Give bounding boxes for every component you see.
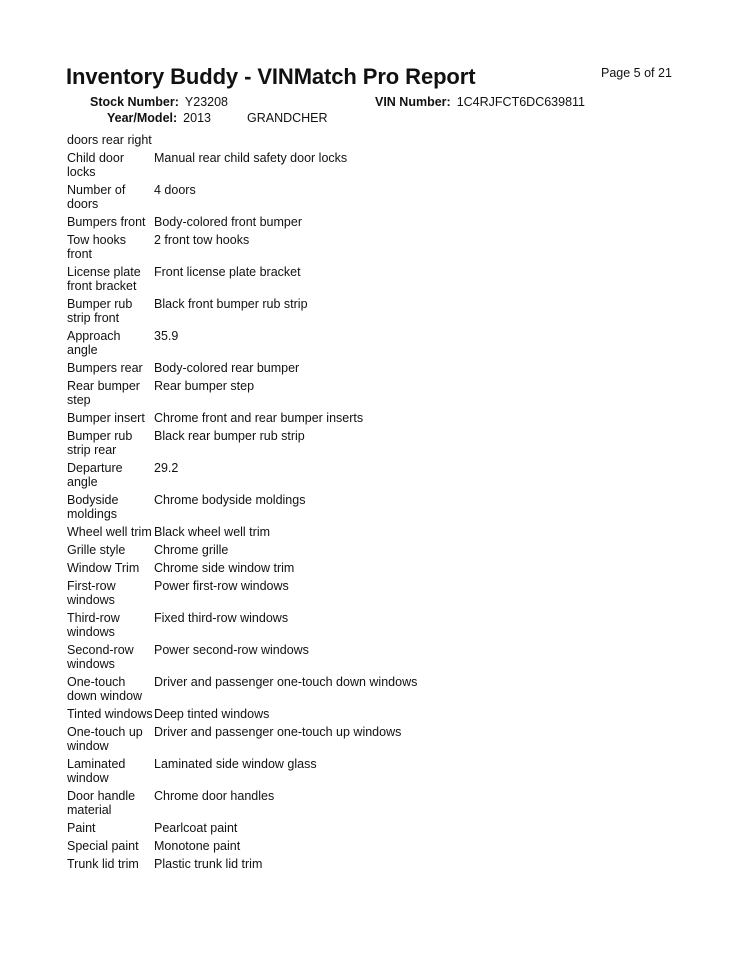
page-number: Page 5 of 21 <box>601 66 672 80</box>
spec-row <box>67 429 667 457</box>
spec-label: Grille style <box>67 543 126 557</box>
spec-value: Plastic trunk lid trim <box>154 857 263 871</box>
spec-row <box>67 493 667 521</box>
stock-number-value: Y23208 <box>184 95 229 109</box>
year-model <box>107 111 328 125</box>
spec-label: Bodyside moldings <box>67 493 119 521</box>
spec-row <box>67 461 667 489</box>
spec-value: Chrome door handles <box>154 789 275 803</box>
spec-label: Wheel well trim <box>67 525 152 539</box>
spec-row <box>67 543 667 557</box>
spec-label: Rear bumper step <box>67 379 140 407</box>
spec-label: Approach angle <box>67 329 121 357</box>
spec-label: Bumper rub strip rear <box>67 429 133 457</box>
continued-text: doors rear right <box>67 133 152 147</box>
spec-row <box>67 329 667 357</box>
spec-label: Trunk lid trim <box>67 857 139 871</box>
spec-label: License plate front bracket <box>67 265 141 293</box>
spec-value: Body-colored front bumper <box>154 215 302 229</box>
year-model-label: Year/Model: <box>107 111 178 125</box>
spec-value: Chrome side window trim <box>154 561 295 575</box>
spec-row <box>67 233 667 261</box>
year-value: 2013 <box>183 111 211 125</box>
spec-value: Chrome bodyside moldings <box>154 493 306 507</box>
spec-label: Bumpers rear <box>67 361 143 375</box>
spec-label: Laminated window <box>67 757 126 785</box>
spec-value: 4 doors <box>154 183 196 197</box>
spec-label: Child door locks <box>67 151 124 179</box>
vin-number-value: 1C4RJFCT6DC639811 <box>456 95 585 109</box>
spec-value: Front license plate bracket <box>154 265 301 279</box>
spec-value: Driver and passenger one-touch up windows <box>154 725 402 739</box>
spec-label: Paint <box>67 821 96 835</box>
model-value: GRANDCHER <box>246 111 328 125</box>
spec-row <box>67 525 667 539</box>
vin-number-label: VIN Number: <box>375 95 451 109</box>
spec-rows <box>67 151 667 871</box>
spec-value: Black wheel well trim <box>154 525 271 539</box>
spec-value: Black front bumper rub strip <box>154 297 308 311</box>
spec-value: Chrome grille <box>154 543 229 557</box>
spec-label: Bumper rub strip front <box>67 297 133 325</box>
spec-value: 29.2 <box>154 461 179 475</box>
spec-row <box>67 215 667 229</box>
spec-row <box>67 561 667 575</box>
spec-label: Bumpers front <box>67 215 146 229</box>
spec-row <box>67 725 667 753</box>
spec-value: Power first-row windows <box>154 579 289 593</box>
spec-value: Driver and passenger one-touch down windows <box>154 675 418 689</box>
spec-label: Departure angle <box>67 461 123 489</box>
spec-value: Deep tinted windows <box>154 707 270 721</box>
spec-value: Power second-row windows <box>154 643 309 657</box>
spec-row <box>67 643 667 671</box>
spec-label: Door handle material <box>67 789 136 817</box>
spec-row <box>67 183 667 211</box>
spec-label: One-touch down window <box>67 675 143 703</box>
spec-label: Window Trim <box>67 561 140 575</box>
spec-value: Chrome front and rear bumper inserts <box>154 411 364 425</box>
spec-row <box>67 707 667 721</box>
spec-row <box>67 611 667 639</box>
spec-value: Rear bumper step <box>154 379 255 393</box>
spec-value: Fixed third-row windows <box>154 611 289 625</box>
spec-label: Special paint <box>67 839 139 853</box>
spec-label: Tinted windows <box>67 707 153 721</box>
spec-row <box>67 411 667 425</box>
spec-row <box>67 839 667 853</box>
spec-row <box>67 757 667 785</box>
spec-row <box>67 579 667 607</box>
spec-value: Monotone paint <box>154 839 241 853</box>
spec-label: Tow hooks front <box>67 233 127 261</box>
spec-label: Second-row windows <box>67 643 134 671</box>
spec-value: Laminated side window glass <box>154 757 317 771</box>
stock-number-label: Stock Number: <box>90 95 179 109</box>
spec-value: 2 front tow hooks <box>154 233 250 247</box>
spec-value: Body-colored rear bumper <box>154 361 300 375</box>
vin-number <box>375 95 585 109</box>
spec-label: First-row windows <box>67 579 116 607</box>
spec-value: Black rear bumper rub strip <box>154 429 305 443</box>
spec-label: Bumper insert <box>67 411 145 425</box>
spec-list <box>67 133 667 875</box>
spec-row <box>67 675 667 703</box>
spec-row <box>67 297 667 325</box>
spec-label: Third-row windows <box>67 611 120 639</box>
spec-row <box>67 789 667 817</box>
spec-label: Number of doors <box>67 183 126 211</box>
spec-row <box>67 151 667 179</box>
spec-row <box>67 361 667 375</box>
spec-label: One-touch up window <box>67 725 143 753</box>
report-title: Inventory Buddy - VINMatch Pro Report <box>66 64 476 89</box>
stock-number <box>90 95 228 109</box>
spec-row <box>67 265 667 293</box>
spec-row <box>67 857 667 871</box>
spec-value: Pearlcoat paint <box>154 821 238 835</box>
spec-value: 35.9 <box>154 329 179 343</box>
spec-row <box>67 379 667 407</box>
spec-row <box>67 821 667 835</box>
spec-value: Manual rear child safety door locks <box>154 151 348 165</box>
